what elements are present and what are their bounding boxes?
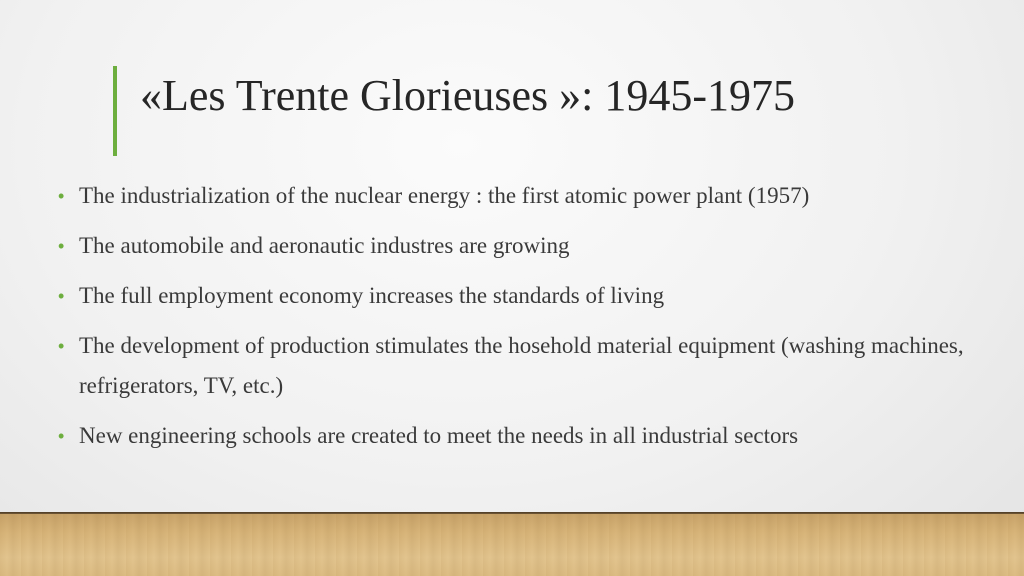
bullet-item [58,176,988,216]
bullet-text: The development of production stimulates the hosehold material equipment (washing machines, refrigerators, TV, etc.) [79,333,964,398]
bullet-dot-icon: • [58,236,65,256]
bullet-text: The automobile and aeronautic industres are growing [79,233,570,258]
title-accent-bar [113,66,117,156]
bullet-dot-icon: • [58,426,65,446]
bullet-text: The full employment economy increases the standards of living [79,283,665,308]
bullet-text: New engineering schools are created to meet the needs in all industrial sectors [79,423,799,448]
wood-floor-decoration [0,514,1024,576]
bullet-item [58,326,988,406]
bullet-item [58,276,988,316]
bullet-dot-icon: • [58,186,65,206]
bullet-text: The industrialization of the nuclear energy : the first atomic power plant (1957) [79,183,810,208]
bullet-dot-icon: • [58,336,65,356]
bullet-list [58,176,988,466]
bullet-dot-icon: • [58,286,65,306]
bullet-item [58,226,988,266]
bullet-item [58,416,988,456]
slide-title: «Les Trente Glorieuses »: 1945-1975 [140,71,796,120]
